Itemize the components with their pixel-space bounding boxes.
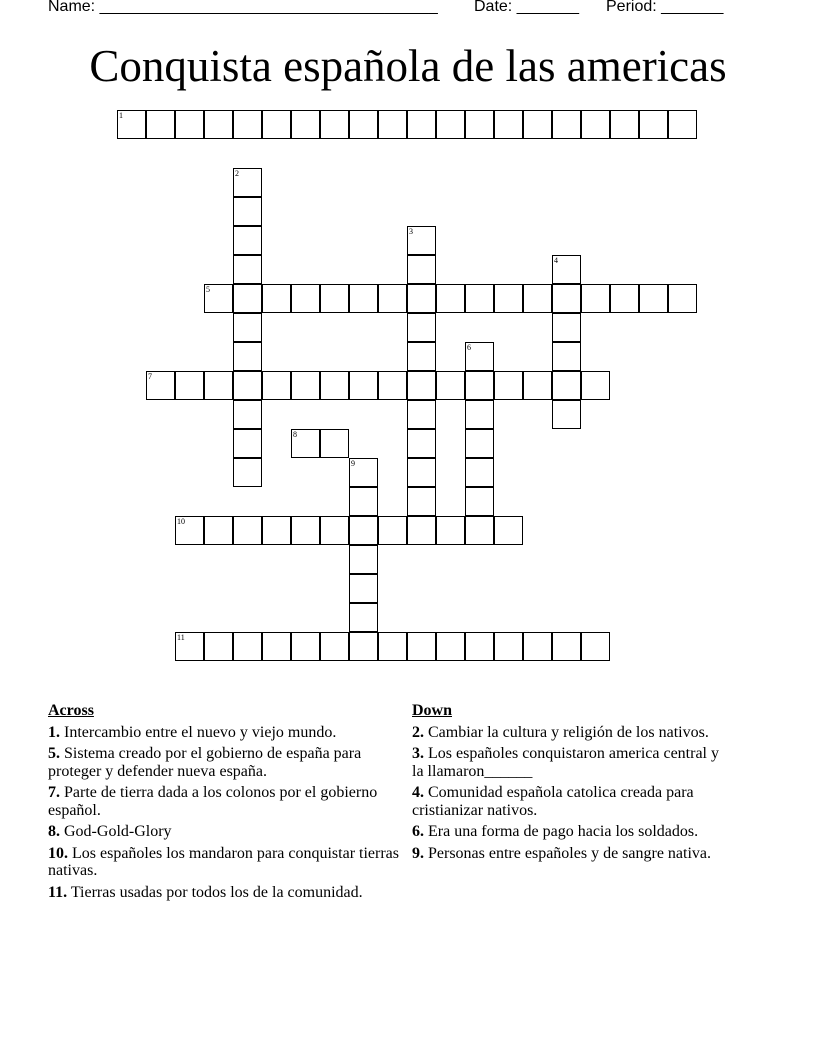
down-clues: [412, 702, 722, 866]
grid-cell[interactable]: [465, 429, 494, 458]
grid-cell[interactable]: [407, 632, 436, 661]
grid-cell[interactable]: [146, 371, 175, 400]
clue-text: Intercambio entre el nuevo y viejo mundo.: [60, 723, 337, 741]
grid-cell[interactable]: [233, 342, 262, 371]
grid-cell[interactable]: [436, 516, 465, 545]
clue-number: 2.: [412, 723, 424, 741]
grid-cell[interactable]: [552, 342, 581, 371]
grid-cell[interactable]: [494, 284, 523, 313]
grid-cell[interactable]: [378, 284, 407, 313]
clue-number-label: 4: [554, 256, 558, 265]
grid-cell[interactable]: [407, 487, 436, 516]
clue-text: Era una forma de pago hacia los soldados.: [424, 823, 699, 840]
grid-cell[interactable]: [407, 429, 436, 458]
grid-cell[interactable]: [610, 110, 639, 139]
grid-cell[interactable]: [320, 632, 349, 661]
clue-number-label: 11: [177, 633, 185, 642]
grid-cell[interactable]: [378, 516, 407, 545]
clue-number-label: 1: [119, 111, 123, 120]
grid-cell[interactable]: [233, 226, 262, 255]
grid-cell[interactable]: [407, 458, 436, 487]
clue-text: Parte de tierra dada a los colonos por el gobierno español.: [48, 784, 378, 819]
across-heading: Across: [48, 702, 94, 719]
grid-cell[interactable]: [349, 110, 378, 139]
grid-cell[interactable]: [291, 284, 320, 313]
clue-number: 11.: [48, 883, 68, 901]
grid-cell[interactable]: [610, 284, 639, 313]
clue-number-label: 6: [467, 343, 471, 352]
grid-cell[interactable]: [233, 197, 262, 226]
grid-cell[interactable]: [378, 632, 407, 661]
across-clues: [48, 702, 408, 905]
grid-cell[interactable]: [291, 516, 320, 545]
grid-cell[interactable]: [291, 110, 320, 139]
grid-cell[interactable]: [349, 284, 378, 313]
grid-cell[interactable]: [175, 371, 204, 400]
grid-cell[interactable]: [436, 284, 465, 313]
grid-cell[interactable]: [523, 371, 552, 400]
grid-cell[interactable]: [233, 632, 262, 661]
date-field-label[interactable]: Date: _______: [474, 0, 579, 15]
grid-cell[interactable]: [320, 110, 349, 139]
clue-number: 5.: [48, 745, 60, 762]
grid-cell[interactable]: [581, 284, 610, 313]
name-field-label[interactable]: Name: ______________________________________: [48, 0, 438, 15]
clue-number: 6.: [412, 823, 424, 840]
grid-cell[interactable]: [407, 313, 436, 342]
grid-cell[interactable]: [465, 110, 494, 139]
grid-cell[interactable]: [349, 574, 378, 603]
grid-cell[interactable]: [175, 516, 204, 545]
grid-cell[interactable]: [262, 632, 291, 661]
grid-cell[interactable]: [233, 516, 262, 545]
clue-text: God-Gold-Glory: [60, 823, 172, 840]
grid-cell[interactable]: [349, 371, 378, 400]
grid-cell[interactable]: [146, 110, 175, 139]
grid-cell[interactable]: [581, 371, 610, 400]
grid-cell[interactable]: [494, 632, 523, 661]
grid-cell[interactable]: [320, 516, 349, 545]
grid-cell[interactable]: [233, 168, 262, 197]
grid-cell[interactable]: [552, 632, 581, 661]
grid-cell[interactable]: [204, 371, 233, 400]
clue-item: [48, 884, 408, 902]
clue-number: 1.: [48, 723, 60, 741]
grid-cell[interactable]: [204, 516, 233, 545]
clue-number-label: 7: [148, 372, 152, 381]
grid-cell[interactable]: [436, 371, 465, 400]
grid-cell[interactable]: [465, 371, 494, 400]
grid-cell[interactable]: [349, 458, 378, 487]
clue-item: [48, 784, 408, 819]
grid-cell[interactable]: [465, 284, 494, 313]
grid-cell[interactable]: [233, 458, 262, 487]
grid-cell[interactable]: [494, 516, 523, 545]
grid-cell[interactable]: [233, 429, 262, 458]
grid-cell[interactable]: [175, 632, 204, 661]
grid-cell[interactable]: [349, 545, 378, 574]
grid-cell[interactable]: [320, 371, 349, 400]
grid-cell[interactable]: [639, 284, 668, 313]
grid-cell[interactable]: [494, 110, 523, 139]
grid-cell[interactable]: [407, 284, 436, 313]
down-clue-list: [412, 724, 722, 863]
grid-cell[interactable]: [668, 110, 697, 139]
clue-number: 10.: [48, 844, 68, 862]
clue-number: 8.: [48, 823, 60, 840]
grid-cell[interactable]: [262, 284, 291, 313]
clue-number: 9.: [412, 844, 424, 862]
clue-text: Personas entre españoles y de sangre nativa.: [424, 844, 712, 862]
clue-item: [412, 724, 722, 742]
clue-number-label: 2: [235, 169, 239, 178]
clue-text: Los españoles los mandaron para conquistar tierras nativas.: [48, 844, 400, 879]
clue-text: Los españoles conquistaron america central y la llamaron______: [412, 745, 719, 780]
grid-cell[interactable]: [378, 110, 407, 139]
grid-cell[interactable]: [233, 284, 262, 313]
clue-item: [412, 745, 722, 780]
clue-item: [48, 745, 408, 780]
grid-cell[interactable]: [552, 255, 581, 284]
grid-cell[interactable]: [349, 632, 378, 661]
grid-cell[interactable]: [552, 400, 581, 429]
grid-cell[interactable]: [349, 603, 378, 632]
grid-cell[interactable]: [233, 255, 262, 284]
grid-cell[interactable]: [465, 458, 494, 487]
clue-number-label: 5: [206, 285, 210, 294]
clue-item: [412, 784, 722, 819]
clue-number: 4.: [412, 784, 424, 801]
grid-cell[interactable]: [204, 284, 233, 313]
across-clue-list: [48, 724, 408, 902]
grid-cell[interactable]: [407, 110, 436, 139]
grid-cell[interactable]: [552, 284, 581, 313]
grid-cell[interactable]: [233, 400, 262, 429]
grid-cell[interactable]: [523, 632, 552, 661]
grid-cell[interactable]: [378, 371, 407, 400]
grid-cell[interactable]: [407, 255, 436, 284]
grid-cell[interactable]: [465, 342, 494, 371]
grid-cell[interactable]: [233, 313, 262, 342]
grid-cell[interactable]: [668, 284, 697, 313]
grid-cell[interactable]: [465, 487, 494, 516]
period-field-label[interactable]: Period: _______: [606, 0, 724, 15]
grid-cell[interactable]: [581, 110, 610, 139]
clue-item: [48, 724, 408, 742]
grid-cell[interactable]: [494, 371, 523, 400]
clue-item: [48, 823, 408, 841]
grid-cell[interactable]: [349, 487, 378, 516]
clue-number-label: 9: [351, 459, 355, 468]
grid-cell[interactable]: [204, 110, 233, 139]
clue-item: [412, 823, 722, 841]
grid-cell[interactable]: [233, 371, 262, 400]
grid-cell[interactable]: [552, 371, 581, 400]
grid-cell[interactable]: [262, 110, 291, 139]
clue-number-label: 3: [409, 227, 413, 236]
grid-cell[interactable]: [436, 632, 465, 661]
grid-cell[interactable]: [204, 632, 233, 661]
grid-cell[interactable]: [465, 516, 494, 545]
clue-item: [48, 845, 408, 880]
grid-cell[interactable]: [291, 632, 320, 661]
grid-cell[interactable]: [639, 110, 668, 139]
clue-text: Cambiar la cultura y religión de los nativos.: [424, 723, 709, 741]
grid-cell[interactable]: [233, 110, 262, 139]
grid-cell[interactable]: [523, 284, 552, 313]
grid-cell[interactable]: [436, 110, 465, 139]
clue-number-label: 8: [293, 430, 297, 439]
grid-cell[interactable]: [407, 226, 436, 255]
clue-item: [412, 845, 722, 863]
grid-cell[interactable]: [465, 632, 494, 661]
clue-number-label: 10: [177, 517, 185, 526]
grid-cell[interactable]: [262, 516, 291, 545]
grid-cell[interactable]: [320, 284, 349, 313]
clue-number: 7.: [48, 784, 60, 801]
grid-cell[interactable]: [291, 429, 320, 458]
clue-text: Tierras usadas por todos los de la comunidad.: [67, 883, 363, 901]
grid-cell[interactable]: [407, 400, 436, 429]
grid-cell[interactable]: [581, 632, 610, 661]
grid-cell[interactable]: [175, 110, 204, 139]
grid-cell[interactable]: [117, 110, 146, 139]
grid-cell[interactable]: [262, 371, 291, 400]
grid-cell[interactable]: [407, 516, 436, 545]
down-heading: Down: [412, 702, 453, 719]
grid-cell[interactable]: [407, 342, 436, 371]
grid-cell[interactable]: [291, 371, 320, 400]
grid-cell[interactable]: [552, 110, 581, 139]
grid-cell[interactable]: [349, 516, 378, 545]
grid-cell[interactable]: [552, 313, 581, 342]
grid-cell[interactable]: [465, 400, 494, 429]
page-title: Conquista española de las americas: [89, 41, 727, 91]
clue-text: Comunidad española catolica creada para cristianizar nativos.: [412, 784, 694, 819]
clue-number: 3.: [412, 745, 424, 762]
grid-cell[interactable]: [407, 371, 436, 400]
clue-text: Sistema creado por el gobierno de españa para proteger y defender nueva españa.: [48, 745, 362, 780]
grid-cell[interactable]: [320, 429, 349, 458]
grid-cell[interactable]: [523, 110, 552, 139]
